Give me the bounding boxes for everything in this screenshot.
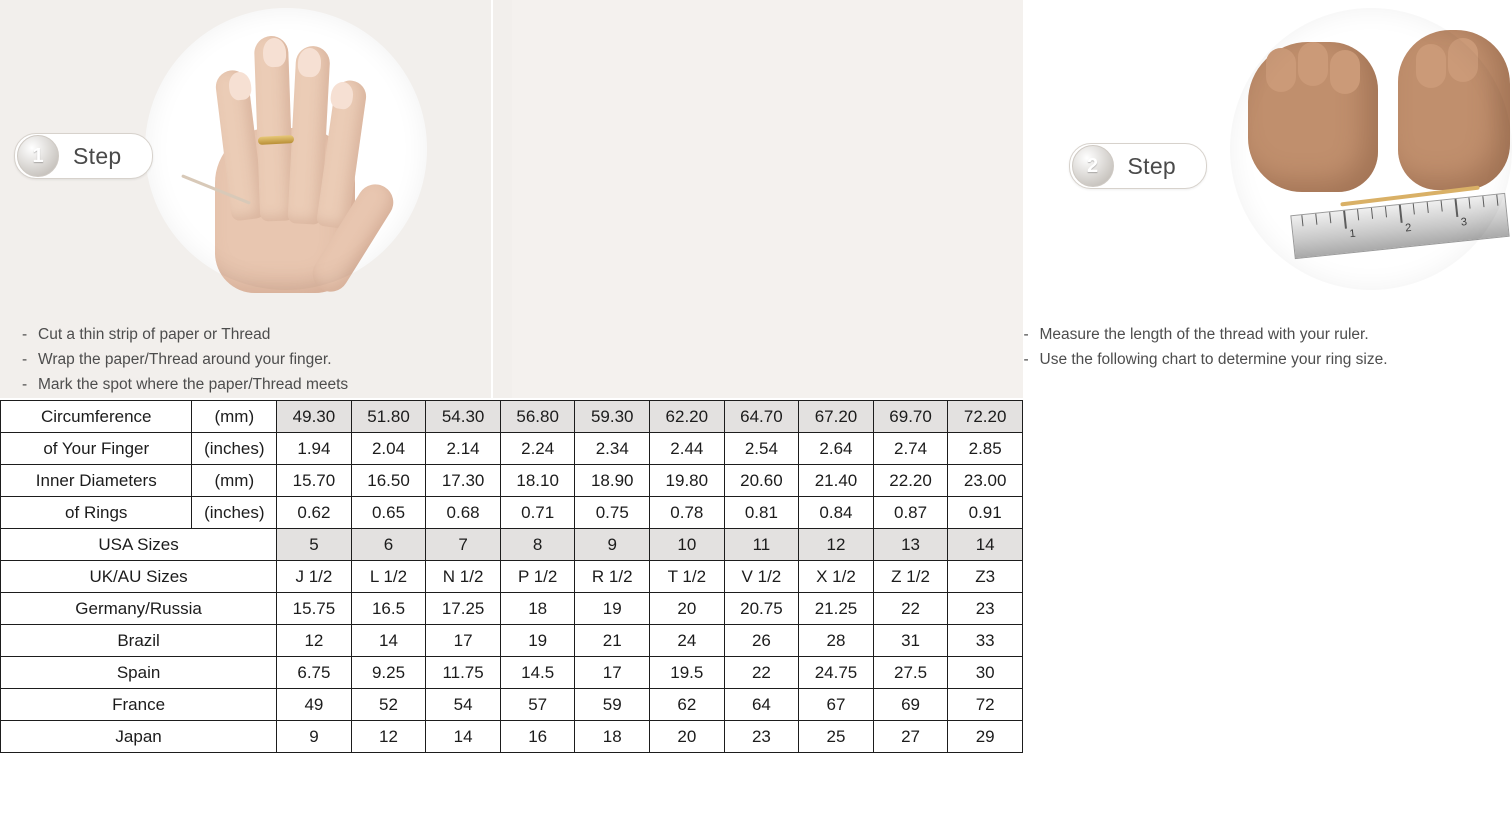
row-unit: (inches)	[192, 497, 277, 529]
cell: 16.5	[351, 593, 426, 625]
cell: 0.65	[351, 497, 426, 529]
cell: 49	[277, 689, 352, 721]
cell: 28	[799, 625, 874, 657]
table-row	[1, 529, 1023, 561]
cell: 51.80	[351, 401, 426, 433]
cell: 13	[873, 529, 948, 561]
cell: 20.60	[724, 465, 799, 497]
cell: 54	[426, 689, 501, 721]
cell: T 1/2	[650, 561, 725, 593]
cell: 59.30	[575, 401, 650, 433]
cell: 12	[799, 529, 874, 561]
cell: 33	[948, 625, 1023, 657]
cell: 6	[351, 529, 426, 561]
table-row	[1, 465, 1023, 497]
table-row	[1, 625, 1023, 657]
cell: 8	[500, 529, 575, 561]
hand-illustration	[145, 8, 427, 290]
cell: 2.14	[426, 433, 501, 465]
step-2-panel	[512, 0, 1468, 398]
cell: 23.00	[948, 465, 1023, 497]
step-label: Step	[73, 142, 122, 169]
cell: 20.75	[724, 593, 799, 625]
cell: 72	[948, 689, 1023, 721]
cell: 5	[277, 529, 352, 561]
cell: 59	[575, 689, 650, 721]
row-unit: (inches)	[192, 433, 277, 465]
dash-icon: -	[1023, 351, 1029, 368]
cell: 27.5	[873, 657, 948, 689]
cell: 2.04	[351, 433, 426, 465]
cell: 19	[500, 625, 575, 657]
cell: 49.30	[277, 401, 352, 433]
cell: 64.70	[724, 401, 799, 433]
cell: 23	[724, 721, 799, 753]
cell: Z3	[948, 561, 1023, 593]
cell: N 1/2	[426, 561, 501, 593]
cell: 20	[650, 593, 725, 625]
cell: 21	[575, 625, 650, 657]
table-row	[1, 433, 1023, 465]
dash-icon: -	[22, 351, 28, 368]
list-item: - Wrap the paper/Thread around your finger.	[22, 347, 348, 372]
cell: 69.70	[873, 401, 948, 433]
cell: 2.44	[650, 433, 725, 465]
cell: 2.64	[799, 433, 874, 465]
panel-divider	[491, 0, 493, 398]
cell: 0.71	[500, 497, 575, 529]
cell: 2.85	[948, 433, 1023, 465]
table-row	[1, 721, 1023, 753]
step-1-badge	[14, 133, 153, 179]
cell: 21.25	[799, 593, 874, 625]
cell: 10	[650, 529, 725, 561]
row-label: France	[1, 689, 277, 721]
cell: 9	[575, 529, 650, 561]
step-1-panel	[0, 0, 512, 398]
cell: 22	[873, 593, 948, 625]
dash-icon: -	[22, 326, 28, 343]
cell: L 1/2	[351, 561, 426, 593]
table-row	[1, 657, 1023, 689]
cell: 2.34	[575, 433, 650, 465]
cell: 31	[873, 625, 948, 657]
cell: 18	[575, 721, 650, 753]
cell: 27	[873, 721, 948, 753]
cell: 0.75	[575, 497, 650, 529]
hand-with-thread-photo	[145, 8, 427, 290]
table-row	[1, 497, 1023, 529]
table-row	[1, 689, 1023, 721]
cell: 30	[948, 657, 1023, 689]
cell: 19	[575, 593, 650, 625]
cell: 1.94	[277, 433, 352, 465]
cell: 14	[351, 625, 426, 657]
cell: 18.90	[575, 465, 650, 497]
dash-icon: -	[22, 376, 28, 393]
cell: 62	[650, 689, 725, 721]
cell: 14	[426, 721, 501, 753]
cell: 24	[650, 625, 725, 657]
cell: 15.70	[277, 465, 352, 497]
hands-measuring-thread-with-ruler-photo	[1230, 8, 1512, 290]
step-2-instructions	[1024, 322, 1388, 372]
cell: 17.25	[426, 593, 501, 625]
cell: 0.62	[277, 497, 352, 529]
step-2-badge	[1069, 143, 1208, 189]
cell: V 1/2	[724, 561, 799, 593]
cell: 17	[426, 625, 501, 657]
row-label: UK/AU Sizes	[1, 561, 277, 593]
cell: 7	[426, 529, 501, 561]
cell: 16	[500, 721, 575, 753]
table-row	[1, 401, 1023, 433]
cell: 56.80	[500, 401, 575, 433]
cell: 9.25	[351, 657, 426, 689]
cell: 17.30	[426, 465, 501, 497]
cell: P 1/2	[500, 561, 575, 593]
cell: 57	[500, 689, 575, 721]
step-number: 2	[1072, 145, 1114, 187]
cell: 62.20	[650, 401, 725, 433]
cell: 12	[351, 721, 426, 753]
hands-ruler-illustration	[1230, 8, 1512, 290]
cell: 12	[277, 625, 352, 657]
cell: 52	[351, 689, 426, 721]
cell: 23	[948, 593, 1023, 625]
row-unit: (mm)	[192, 401, 277, 433]
ruler-number: 3	[1459, 215, 1468, 229]
list-item: - Use the following chart to determine your ring size.	[1024, 347, 1388, 372]
cell: 67	[799, 689, 874, 721]
cell: Z 1/2	[873, 561, 948, 593]
ruler-number: 1	[1348, 227, 1356, 241]
cell: 2.74	[873, 433, 948, 465]
cell: 14	[948, 529, 1023, 561]
cell: 0.68	[426, 497, 501, 529]
cell: 25	[799, 721, 874, 753]
cell: 20	[650, 721, 725, 753]
ring-size-table-wrapper	[0, 400, 1023, 753]
row-label: Spain	[1, 657, 277, 689]
cell: 6.75	[277, 657, 352, 689]
cell: 64	[724, 689, 799, 721]
cell: 17	[575, 657, 650, 689]
cell: 54.30	[426, 401, 501, 433]
row-label: of Your Finger	[1, 433, 192, 465]
cell: 16.50	[351, 465, 426, 497]
ruler-number: 2	[1404, 221, 1412, 235]
cell: 24.75	[799, 657, 874, 689]
cell: 18.10	[500, 465, 575, 497]
table-row	[1, 593, 1023, 625]
step-1-instructions	[22, 322, 348, 397]
ruler-icon	[1290, 193, 1509, 259]
cell: 26	[724, 625, 799, 657]
row-label: Germany/Russia	[1, 593, 277, 625]
row-label: Circumference	[1, 401, 192, 433]
cell: 69	[873, 689, 948, 721]
cell: 0.91	[948, 497, 1023, 529]
list-item: - Measure the length of the thread with your ruler.	[1024, 322, 1388, 347]
cell: 67.20	[799, 401, 874, 433]
cell: 29	[948, 721, 1023, 753]
row-unit: (mm)	[192, 465, 277, 497]
instructions-section	[0, 0, 1468, 398]
cell: R 1/2	[575, 561, 650, 593]
dash-icon: -	[1023, 326, 1029, 343]
cell: 2.24	[500, 433, 575, 465]
cell: J 1/2	[277, 561, 352, 593]
cell: 14.5	[500, 657, 575, 689]
cell: 22.20	[873, 465, 948, 497]
list-item: - Mark the spot where the paper/Thread meets	[22, 372, 348, 397]
cell: 18	[500, 593, 575, 625]
cell: 2.54	[724, 433, 799, 465]
row-label: of Rings	[1, 497, 192, 529]
cell: 72.20	[948, 401, 1023, 433]
cell: 22	[724, 657, 799, 689]
cell: 15.75	[277, 593, 352, 625]
table-row	[1, 561, 1023, 593]
cell: 19.5	[650, 657, 725, 689]
list-item: - Cut a thin strip of paper or Thread	[22, 322, 348, 347]
cell: X 1/2	[799, 561, 874, 593]
cell: 0.84	[799, 497, 874, 529]
cell: 21.40	[799, 465, 874, 497]
row-label: USA Sizes	[1, 529, 277, 561]
ring-size-table	[0, 400, 1023, 753]
row-label: Brazil	[1, 625, 277, 657]
cell: 0.81	[724, 497, 799, 529]
cell: 0.87	[873, 497, 948, 529]
cell: 0.78	[650, 497, 725, 529]
step-number: 1	[17, 135, 59, 177]
row-label: Japan	[1, 721, 277, 753]
cell: 9	[277, 721, 352, 753]
row-label: Inner Diameters	[1, 465, 192, 497]
cell: 11	[724, 529, 799, 561]
step-label: Step	[1127, 152, 1177, 179]
cell: 19.80	[650, 465, 725, 497]
cell: 11.75	[426, 657, 501, 689]
